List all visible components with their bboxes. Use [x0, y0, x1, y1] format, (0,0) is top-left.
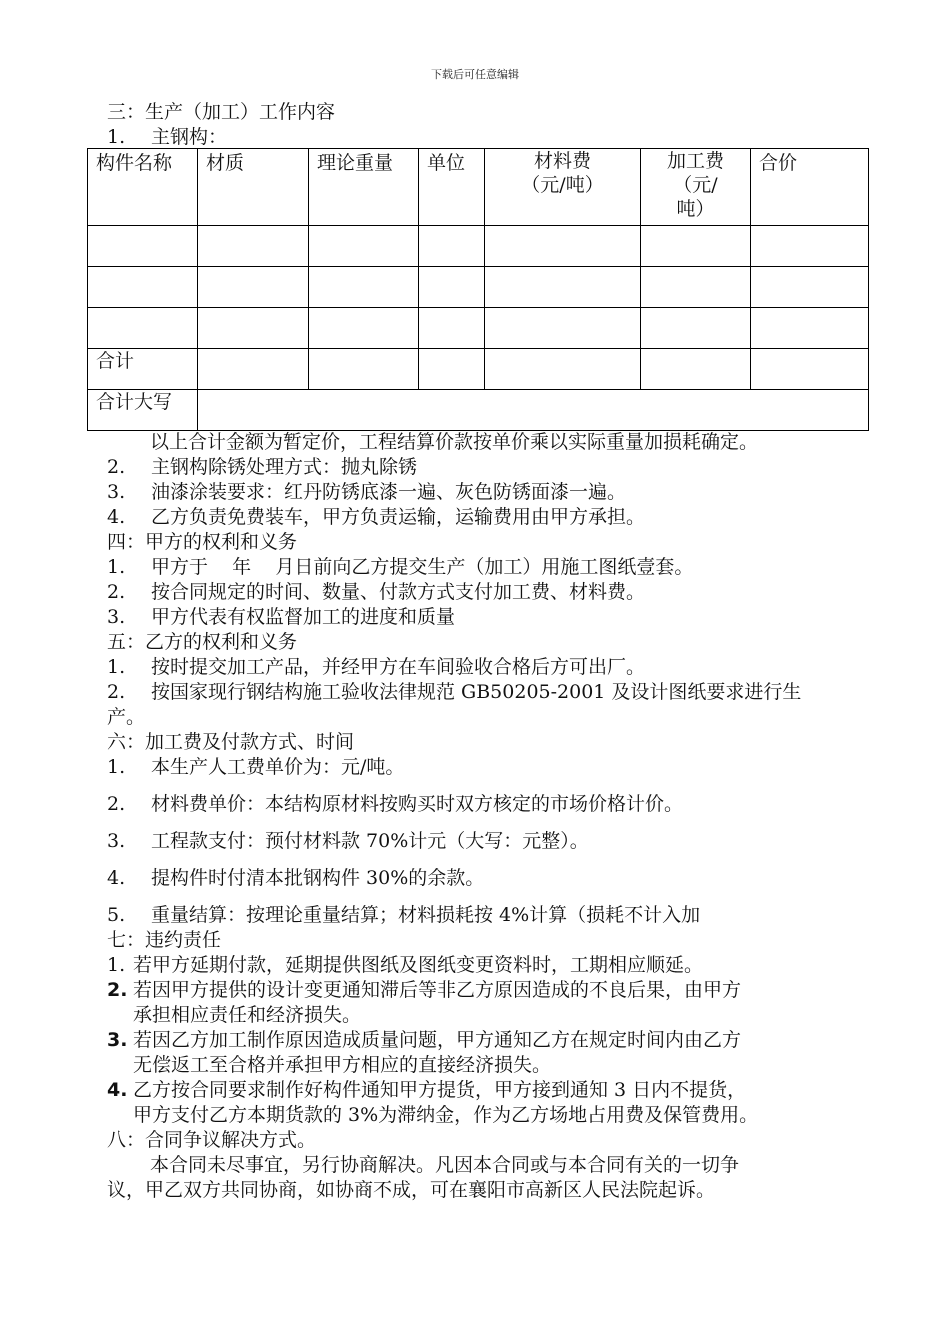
table-cell [751, 349, 869, 390]
section-7-item-2 [107, 978, 741, 1002]
item-text: 按国家现行钢结构施工验收法律规范 GB50205-2001 及设计图纸要求进行生 [151, 681, 802, 703]
section-6-item-2 [107, 792, 683, 816]
table-cell [751, 226, 869, 267]
section-5-item-2-cont: 产。 [107, 706, 146, 728]
table-cell [309, 349, 419, 390]
section-3-item-3 [107, 480, 626, 504]
table-cell [485, 349, 641, 390]
table-cell [309, 308, 419, 349]
table-cell [198, 308, 309, 349]
section-3-note: 以上合计金额为暂定价，工程结算价款按单价乘以实际重量加损耗确定。 [150, 431, 759, 453]
steel-structure-table [87, 148, 869, 431]
item-number: 2. [107, 681, 126, 703]
item-text: 若因乙方加工制作原因造成质量问题，甲方通知乙方在规定时间内由乙方 [133, 1029, 742, 1051]
item-number: 3. [107, 830, 126, 852]
item-number: 5. [107, 904, 126, 926]
table-cell [485, 226, 641, 267]
table-cell [419, 226, 485, 267]
item-number: 4. [107, 506, 126, 528]
table-cell [419, 349, 485, 390]
item-number: 3. [107, 1029, 128, 1051]
item-text: 若因甲方提供的设计变更通知滞后等非乙方原因造成的不良后果，由甲方 [133, 979, 742, 1001]
section-4-item-1 [107, 555, 693, 579]
item-text: 甲方代表有权监督加工的进度和质量 [151, 606, 456, 628]
section-3-item-1 [107, 125, 227, 149]
table-cell [641, 226, 751, 267]
table-total-row [88, 349, 869, 390]
header-cell: 材料费 （元/吨） [485, 149, 641, 226]
item-text: 主钢构： [151, 126, 228, 148]
section-6-item-4 [107, 866, 484, 890]
table-cell [198, 390, 869, 431]
section-6-item-1 [107, 755, 404, 779]
item-number: 1. [107, 954, 126, 976]
item-number: 2. [107, 979, 128, 1001]
item-text: 主钢构除锈处理方式：抛丸除锈 [151, 456, 418, 478]
section-7-item-3 [107, 1028, 741, 1052]
item-number: 4. [107, 867, 126, 889]
item-text: 甲方于 年 月日前向乙方提交生产（加工）用施工图纸壹套。 [151, 556, 694, 578]
table-cell [198, 349, 309, 390]
section-5-item-2 [107, 680, 801, 704]
section-4-item-3 [107, 605, 455, 629]
page-header-note: 下载后可任意编辑 [431, 68, 519, 81]
section-6-item-5 [107, 903, 700, 927]
item-text: 材料费单价：本结构原材料按购买时双方核定的市场价格计价。 [151, 793, 684, 815]
section-6-title: 六：加工费及付款方式、时间 [107, 731, 355, 753]
section-3-title: 三：生产（加工）工作内容 [107, 101, 336, 123]
section-8-title: 八：合同争议解决方式。 [107, 1129, 317, 1151]
item-number: 2. [107, 793, 126, 815]
header-cell: 加工费 （元/ 吨） [641, 149, 751, 226]
table-cell [751, 267, 869, 308]
table-cell [309, 267, 419, 308]
item-text: 若甲方延期付款，延期提供图纸及图纸变更资料时，工期相应顺延。 [133, 954, 704, 976]
table-row [88, 267, 869, 308]
table-cell [641, 349, 751, 390]
table-cell [88, 308, 198, 349]
table-cell [198, 226, 309, 267]
section-8-para-line-2: 议，甲乙双方共同协商，如协商不成，可在襄阳市高新区人民法院起诉。 [107, 1179, 716, 1201]
table-cell [641, 267, 751, 308]
section-8-para-line-1: 本合同未尽事宜，另行协商解决。凡因本合同或与本合同有关的一切争 [150, 1154, 740, 1176]
section-5-title: 五：乙方的权利和义务 [107, 631, 298, 653]
item-number: 4. [107, 1079, 128, 1101]
table-cell [751, 308, 869, 349]
section-7-item-3-cont: 无偿返工至合格并承担甲方相应的直接经济损失。 [133, 1054, 552, 1076]
total-upper-label: 合计大写 [88, 390, 198, 431]
table-cell [419, 267, 485, 308]
table-cell [485, 267, 641, 308]
section-4-title: 四：甲方的权利和义务 [107, 531, 298, 553]
header-cell: 单位 [419, 149, 485, 226]
item-text: 重量结算：按理论重量结算；材料损耗按 4%计算（损耗不计入加 [151, 904, 701, 926]
total-label: 合计 [88, 349, 198, 390]
item-number: 3. [107, 481, 126, 503]
table-cell [419, 308, 485, 349]
item-number: 1. [107, 656, 126, 678]
item-text: 油漆涂装要求：红丹防锈底漆一遍、灰色防锈面漆一遍。 [151, 481, 627, 503]
header-cell: 理论重量 [309, 149, 419, 226]
item-text: 乙方负责免费装车，甲方负责运输，运输费用由甲方承担。 [151, 506, 646, 528]
header-cell: 构件名称 [88, 149, 198, 226]
section-7-item-1 [107, 953, 703, 977]
section-7-item-4 [107, 1078, 746, 1102]
item-text: 工程款支付：预付材料款 70%计元（大写：元整）。 [151, 830, 589, 852]
table-row [88, 226, 869, 267]
item-number: 2. [107, 581, 126, 603]
item-number: 2. [107, 456, 126, 478]
table-row [88, 308, 869, 349]
section-7-item-2-cont: 承担相应责任和经济损失。 [133, 1004, 362, 1026]
section-5-item-1 [107, 655, 645, 679]
item-text: 提构件时付清本批钢构件 30%的余款。 [151, 867, 485, 889]
table-header-row [88, 149, 869, 226]
item-text: 本生产人工费单价为：元/吨。 [151, 756, 405, 778]
section-6-item-3 [107, 829, 589, 853]
section-3-item-2 [107, 455, 417, 479]
section-7-item-4-cont: 甲方支付乙方本期货款的 3%为滞纳金，作为乙方场地占用费及保管费用。 [133, 1104, 759, 1126]
table-cell [485, 308, 641, 349]
table-cell [309, 226, 419, 267]
section-3-item-4 [107, 505, 645, 529]
section-4-item-2 [107, 580, 645, 604]
header-cell: 材质 [198, 149, 309, 226]
item-number: 3. [107, 606, 126, 628]
table-total-upper-row [88, 390, 869, 431]
item-text: 按时提交加工产品，并经甲方在车间验收合格后方可出厂。 [151, 656, 646, 678]
item-number: 1. [107, 556, 126, 578]
table-cell [641, 308, 751, 349]
section-7-title: 七：违约责任 [107, 929, 222, 951]
table-cell [198, 267, 309, 308]
table-cell [88, 226, 198, 267]
item-text: 乙方按合同要求制作好构件通知甲方提货，甲方接到通知 3 日内不提货， [133, 1079, 747, 1101]
item-number: 1. [107, 756, 126, 778]
header-cell: 合价 [751, 149, 869, 226]
table-cell [88, 267, 198, 308]
item-number: 1. [107, 126, 126, 148]
item-text: 按合同规定的时间、数量、付款方式支付加工费、材料费。 [151, 581, 646, 603]
